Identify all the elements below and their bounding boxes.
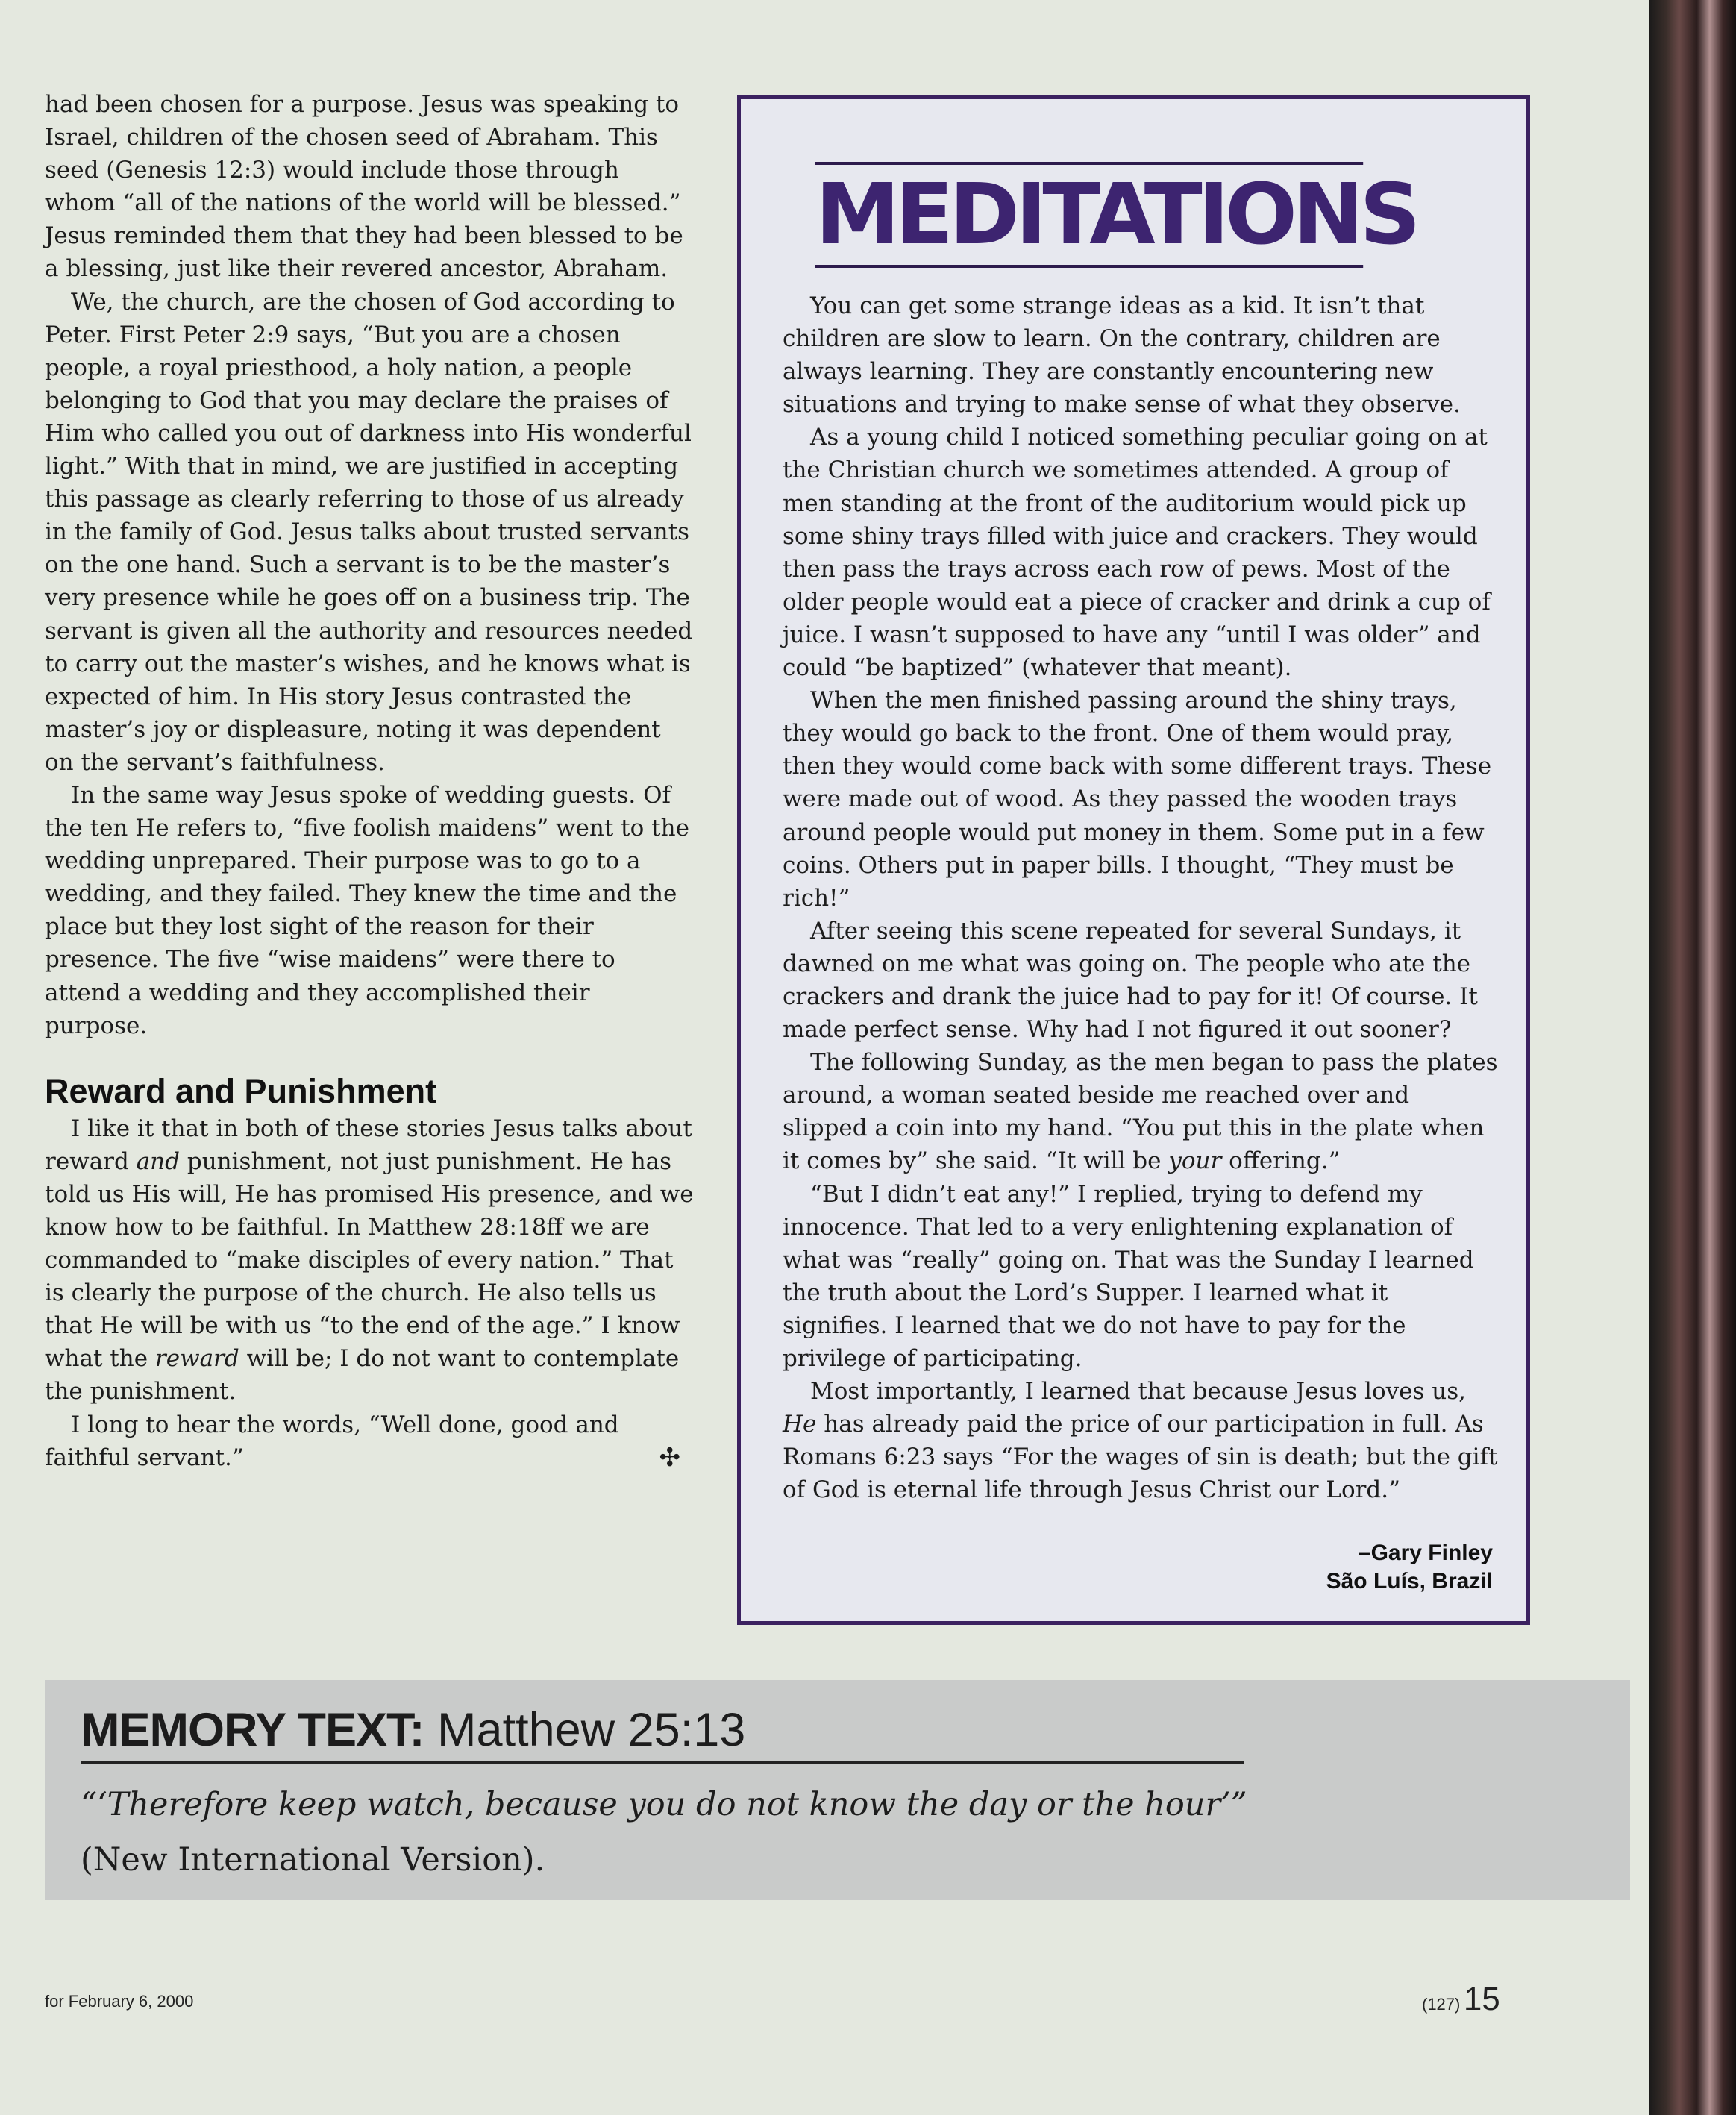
meditation-paragraph: You can get some strange ideas as a kid. It isn’t that children are slow to learn. On the contrary, children are always learning. They are constantly encountering new situations and trying to make sense of what they observe. xyxy=(783,292,1461,419)
article-paragraph: In the same way Jesus spoke of wedding guests. Of the ten He refers to, “five foolish maidens” went to the wedding unprepared. Their purpose was to go to a wedding, and they failed. They knew the time and the place but they lost sight of the reason for their presence. The five “wise maidens” were there to attend a wedding and they accomplished their purpose. xyxy=(45,781,689,1039)
book-spine-edge xyxy=(1649,0,1736,2115)
text-run: I like it that in both of these stories Jesus talks about reward xyxy=(45,1115,692,1175)
memory-text-heading xyxy=(81,1702,1244,1764)
section-heading: Reward and Punishment xyxy=(45,1071,437,1110)
meditation-paragraph: As a young child I noticed something peculiar going on at the Christian church we sometimes attended. A group of men standing at the front of the auditorium would pick up some shiny trays filled with juice and crackers. They would then pass the trays across each row of pews. Most of the older people would eat a piece of cracker and drink a cup of juice. I wasn’t supposed to have any “until I was older” and could “be baptized” (whatever that meant). xyxy=(783,424,1491,682)
author-signature xyxy=(1326,1539,1493,1596)
article-paragraph xyxy=(45,1409,694,1474)
emphasis: reward xyxy=(154,1345,239,1373)
page-number: 15 xyxy=(1463,1981,1500,2017)
article-left-column xyxy=(45,88,694,1474)
memory-verse xyxy=(81,1777,1423,1887)
author-name: –Gary Finley xyxy=(1358,1541,1493,1565)
article-paragraph xyxy=(45,1112,694,1409)
text-run: I long to hear the words, “Well done, good and faithful servant.” xyxy=(45,1411,619,1471)
memory-text-label: MEMORY TEXT: xyxy=(81,1704,424,1756)
memory-verse-quote: “‘Therefore keep watch, because you do not know the day or the hour’” xyxy=(81,1786,1247,1823)
memory-text-band xyxy=(45,1680,1630,1900)
meditations-text xyxy=(783,289,1499,1506)
text-run: has already paid the price of our participation in full. As Romans 6:23 says “For the wages of sin is death; but the gift of God is eternal life through Jesus Christ our Lord.” xyxy=(783,1411,1498,1504)
meditation-paragraph: When the men finished passing around the shiny trays, they would go back to the front. One of them would pray, then they would come back with some different trays. These were made out of wood. As they passed the wooden trays around people would put money in them. Some put in a few coins. Others put in paper bills. I thought, “They must be rich!” xyxy=(783,687,1492,912)
article-paragraph: had been chosen for a purpose. Jesus was speaking to Israel, children of the chosen seed of Abraham. This seed (Genesis 12:3) would include those through whom “all of the nations of the world will be blessed.” Jesus reminded them that they had been blessed to be a blessing, just like their revered ancestor, Abraham. xyxy=(45,91,683,283)
text-run: Most importantly, I learned that because Jesus loves us, xyxy=(810,1378,1466,1406)
emphasis: your xyxy=(1168,1147,1222,1175)
text-run: The following Sunday, as the men began to pass the plates around, a woman seated beside me reached over and slipped a coin into my hand. “You put this in the plate when it comes by” she said. “It will be xyxy=(783,1049,1498,1175)
meditation-paragraph xyxy=(783,1046,1499,1177)
end-mark-icon: ✣ xyxy=(659,1442,680,1473)
memory-text-reference: Matthew 25:13 xyxy=(437,1704,746,1756)
meditations-title: MEDITATIONS xyxy=(815,162,1363,268)
article-paragraph: We, the church, are the chosen of God according to Peter. First Peter 2:9 says, “But you are a chosen people, a royal priesthood, a holy nation, a people belonging to God that you may declare the praises of Him who called you out of darkness into His wonderful light.” With that in mind, we are justified in accepting this passage as clearly referring to those of us already in the family of God. Jesus talks about trusted servants on the one hand. Such a servant is to be the master’s very presence while he goes off on a business trip. The servant is given all the authority and resources needed to carry out the master’s wishes, and he knows what is expected of him. In His story Jesus contrasted the master’s joy or displeasure, noting it was dependent on the servant’s faithfulness. xyxy=(45,288,693,776)
emphasis: He xyxy=(783,1411,817,1438)
meditation-paragraph: “But I didn’t eat any!” I replied, trying to defend my innocence. That led to a very enlightening explanation of what was “really” going on. That was the Sunday I learned the truth about the Lord’s Supper. I learned what it signifies. I learned that we do not have to pay for the privilege of participating. xyxy=(783,1180,1474,1372)
meditation-paragraph: After seeing this scene repeated for several Sundays, it dawned on me what was going on. The people who ate the crackers and drank the juice had to pay for it! Of course. It made perfect sense. Why had I not figured it out sooner? xyxy=(783,917,1478,1044)
meditations-box xyxy=(737,95,1530,1625)
footer-page-number xyxy=(1422,1981,1500,2018)
meditation-paragraph xyxy=(783,1375,1499,1506)
text-run: will be; I do not want to contemplate the punishment. xyxy=(45,1345,680,1406)
issue-page: (127) xyxy=(1422,1995,1461,2014)
memory-verse-version: (New International Version). xyxy=(81,1841,545,1879)
text-run: offering.” xyxy=(1221,1147,1341,1175)
author-location: São Luís, Brazil xyxy=(1326,1569,1493,1594)
emphasis: and xyxy=(136,1147,180,1175)
text-run: punishment, not just punishment. He has told us His will, He has promised His presence, and we know how to be faithful. In Matthew 28:18ff we are commanded to “make disciples of every nation.” That is clearly the purpose of the church. He also tells us that He will be with us “to the end of the age.” I know what the xyxy=(45,1147,694,1373)
footer-date: for February 6, 2000 xyxy=(45,1992,194,2011)
